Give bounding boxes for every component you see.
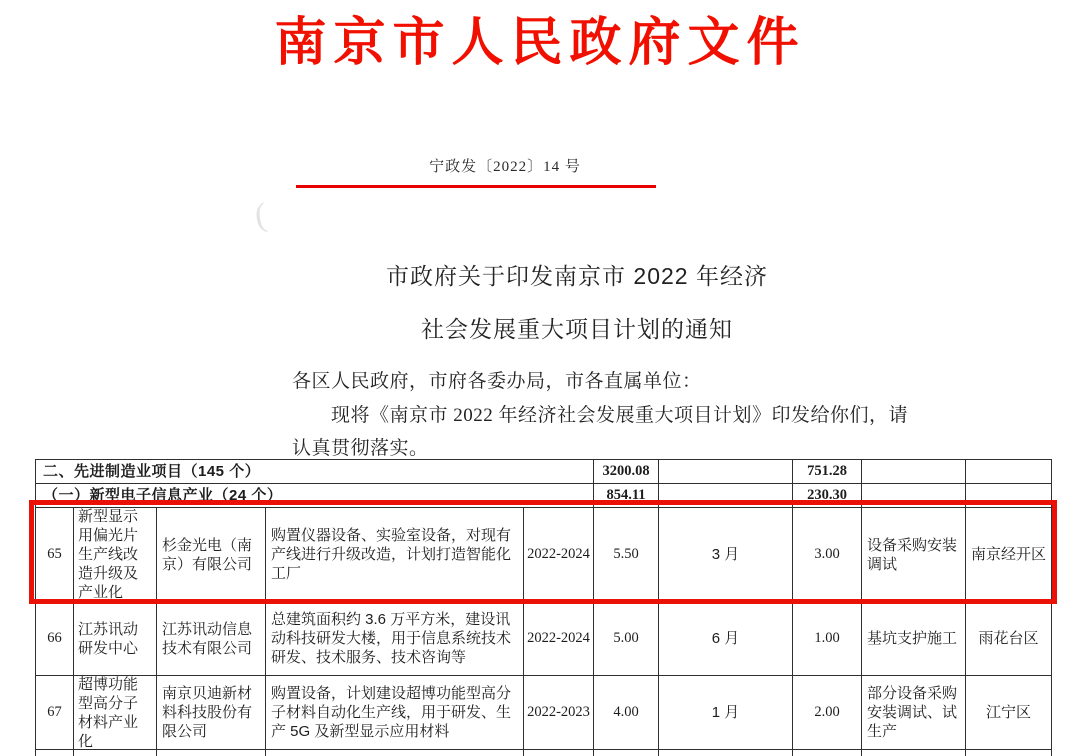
notice-title-line2: 社会发展重大项目计划的通知 (421, 316, 733, 342)
table-cutoff-stub (659, 750, 793, 756)
summary-row-manufacturing-annual: 751.28 (793, 460, 862, 484)
row66-progress: 基坑支护施工 (862, 602, 966, 676)
row65-content: 购置仪器设备、实验室设备，对现有产线进行升级改造，计划打造智能化工厂 (266, 508, 524, 602)
row66-annual-investment: 1.00 (793, 602, 862, 676)
table-cutoff-stub (524, 750, 594, 756)
project-table (35, 459, 1052, 756)
table-cutoff-stub (74, 750, 157, 756)
summary-row-empty-cell (862, 460, 966, 484)
row67-no: 67 (36, 676, 74, 750)
row67-project-name: 超博功能型高分子材料产业化 (74, 676, 157, 750)
table-cutoff-stub (36, 750, 74, 756)
row66-company: 江苏讯动信息技术有限公司 (157, 602, 266, 676)
row67-month: 1 月 (659, 676, 793, 750)
row65-month: 3 月 (659, 508, 793, 602)
row67-total-investment: 4.00 (594, 676, 659, 750)
summary-row-empty-cell (659, 484, 793, 508)
row67-district: 江宁区 (966, 676, 1052, 750)
red-separator-rule (296, 185, 656, 188)
row67-annual-investment: 2.00 (793, 676, 862, 750)
row65-total-investment: 5.50 (594, 508, 659, 602)
body-paragraph-line1: 现将《南京市 2022 年经济社会发展重大项目计划》印发给你们，请 (331, 405, 909, 426)
row67-progress: 部分设备采购安装调试、试生产 (862, 676, 966, 750)
gov-banner-title: 南京市人民政府文件 (274, 14, 806, 72)
table-cutoff-stub (594, 750, 659, 756)
table-cutoff-stub (966, 750, 1052, 756)
row66-years: 2022-2024 (524, 602, 594, 676)
notice-title-line1: 市政府关于印发南京市 2022 年经济 (386, 263, 768, 289)
row67-company: 南京贝迪新材料科技股份有限公司 (157, 676, 266, 750)
summary-row-empty-cell (966, 460, 1052, 484)
summary-row-empty-cell (659, 460, 793, 484)
row66-project-name: 江苏讯动研发中心 (74, 602, 157, 676)
row66-content: 总建筑面积约 3.6 万平方米，建设讯动科技研发大楼，用于信息系统技术研发、技术服务、技术咨询等 (266, 602, 524, 676)
summary-row-empty-cell (862, 484, 966, 508)
table-cutoff-stub (157, 750, 266, 756)
table-cutoff-stub (862, 750, 966, 756)
table-cutoff-stub (266, 750, 524, 756)
row65-progress: 设备采购安装调试 (862, 508, 966, 602)
row65-annual-investment: 3.00 (793, 508, 862, 602)
row65-project-name: 新型显示用偏光片生产线改造升级及产业化 (74, 508, 157, 602)
summary-row-einfo-total: 854.11 (594, 484, 659, 508)
row66-district: 雨花台区 (966, 602, 1052, 676)
row65-company: 杉金光电（南京）有限公司 (157, 508, 266, 602)
document-number: 宁政发〔2022〕14 号 (429, 159, 581, 175)
summary-row-empty-cell (966, 484, 1052, 508)
row65-district: 南京经开区 (966, 508, 1052, 602)
salutation-line: 各区人民政府，市府各委办局，市各直属单位： (292, 371, 702, 392)
row65-years: 2022-2024 (524, 508, 594, 602)
scan-artifact-mark: ( (252, 196, 269, 235)
row65-no: 65 (36, 508, 74, 602)
row67-content: 购置设备，计划建设超博功能型高分子材料自动化生产线，用于研发、生产 5G 及新型显示应用材料 (266, 676, 524, 750)
row66-month: 6 月 (659, 602, 793, 676)
table-cutoff-stub (793, 750, 862, 756)
summary-row-manufacturing-label: 二、先进制造业项目（145 个） (36, 460, 594, 484)
row66-no: 66 (36, 602, 74, 676)
row67-years: 2022-2023 (524, 676, 594, 750)
body-paragraph-line2: 认真贯彻落实。 (292, 438, 429, 459)
row66-total-investment: 5.00 (594, 602, 659, 676)
summary-row-einfo-annual: 230.30 (793, 484, 862, 508)
summary-row-einfo-label: （一）新型电子信息产业（24 个） (36, 484, 594, 508)
summary-row-manufacturing-total: 3200.08 (594, 460, 659, 484)
